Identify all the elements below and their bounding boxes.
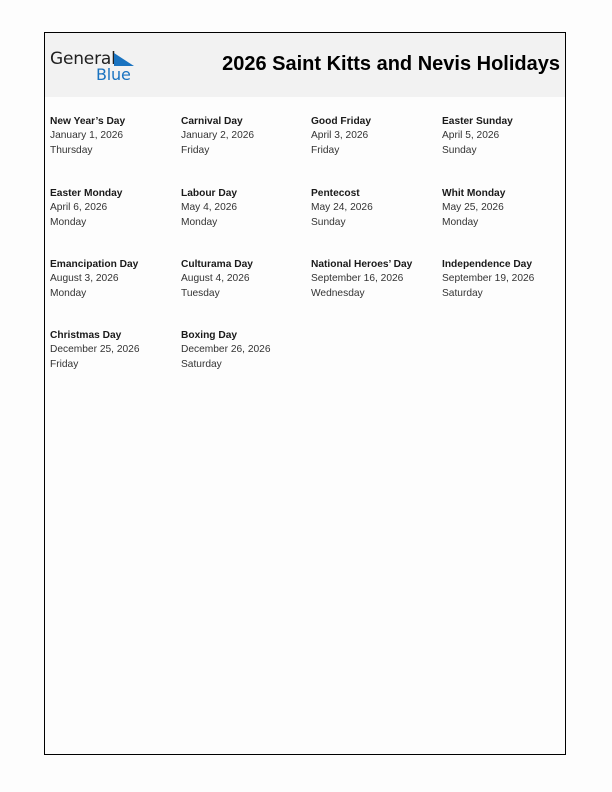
logo-word-general: General (50, 49, 116, 69)
holiday-item (181, 329, 309, 372)
holiday-date: August 3, 2026 (50, 273, 119, 285)
holiday-date: April 6, 2026 (50, 202, 108, 214)
holiday-name: Labour Day (181, 188, 238, 199)
holiday-weekday: Monday (181, 216, 218, 228)
holiday-date: April 5, 2026 (442, 130, 500, 142)
holiday-item (181, 115, 309, 158)
holiday-item (311, 258, 439, 301)
logo-word-blue: Blue (96, 65, 131, 84)
holiday-date: May 24, 2026 (311, 202, 373, 214)
holiday-date: May 25, 2026 (442, 202, 504, 214)
holiday-weekday: Saturday (442, 287, 483, 299)
holiday-item (181, 258, 309, 301)
holiday-name: New Year’s Day (50, 116, 126, 127)
holiday-item (50, 329, 178, 372)
holiday-item (50, 187, 178, 230)
holiday-weekday: Monday (442, 216, 479, 228)
holiday-weekday: Wednesday (311, 287, 365, 299)
generalblue-logo (50, 49, 140, 85)
holiday-name: Independence Day (442, 259, 533, 270)
holiday-weekday: Tuesday (181, 287, 220, 299)
holiday-name: Easter Monday (50, 188, 123, 199)
holiday-date: August 4, 2026 (181, 273, 250, 285)
holiday-item (442, 258, 570, 301)
holiday-name: Whit Monday (442, 188, 506, 199)
holiday-name: Emancipation Day (50, 259, 139, 270)
holiday-date: January 2, 2026 (181, 130, 255, 142)
holiday-name: Boxing Day (181, 330, 238, 341)
holiday-date: December 25, 2026 (50, 344, 140, 356)
holiday-item (311, 187, 439, 230)
header-band (45, 33, 565, 97)
page-title: 2026 Saint Kitts and Nevis Holidays (222, 53, 560, 75)
page-frame (44, 32, 566, 755)
holiday-item (50, 258, 178, 301)
holiday-item (181, 187, 309, 230)
holiday-name: Easter Sunday (442, 116, 513, 127)
holiday-weekday: Friday (311, 144, 340, 156)
holiday-weekday: Sunday (442, 144, 477, 156)
holiday-name: Carnival Day (181, 116, 243, 127)
holiday-weekday: Saturday (181, 358, 222, 370)
holiday-date: January 1, 2026 (50, 130, 124, 142)
holiday-weekday: Thursday (50, 144, 93, 156)
holiday-weekday: Friday (181, 144, 210, 156)
holiday-item (442, 187, 570, 230)
holiday-weekday: Monday (50, 287, 87, 299)
holiday-date: December 26, 2026 (181, 344, 271, 356)
holiday-name: Culturama Day (181, 259, 253, 270)
holiday-weekday: Sunday (311, 216, 346, 228)
holiday-item (442, 115, 570, 158)
holiday-date: September 16, 2026 (311, 273, 404, 285)
holiday-date: September 19, 2026 (442, 273, 535, 285)
holiday-item (311, 115, 439, 158)
holiday-name: Good Friday (311, 116, 371, 127)
holiday-date: April 3, 2026 (311, 130, 369, 142)
holiday-item (50, 115, 178, 158)
holiday-name: National Heroes’ Day (311, 259, 413, 270)
holiday-weekday: Friday (50, 358, 79, 370)
holiday-weekday: Monday (50, 216, 87, 228)
holiday-name: Pentecost (311, 188, 360, 199)
holiday-date: May 4, 2026 (181, 202, 238, 214)
holiday-name: Christmas Day (50, 330, 122, 341)
